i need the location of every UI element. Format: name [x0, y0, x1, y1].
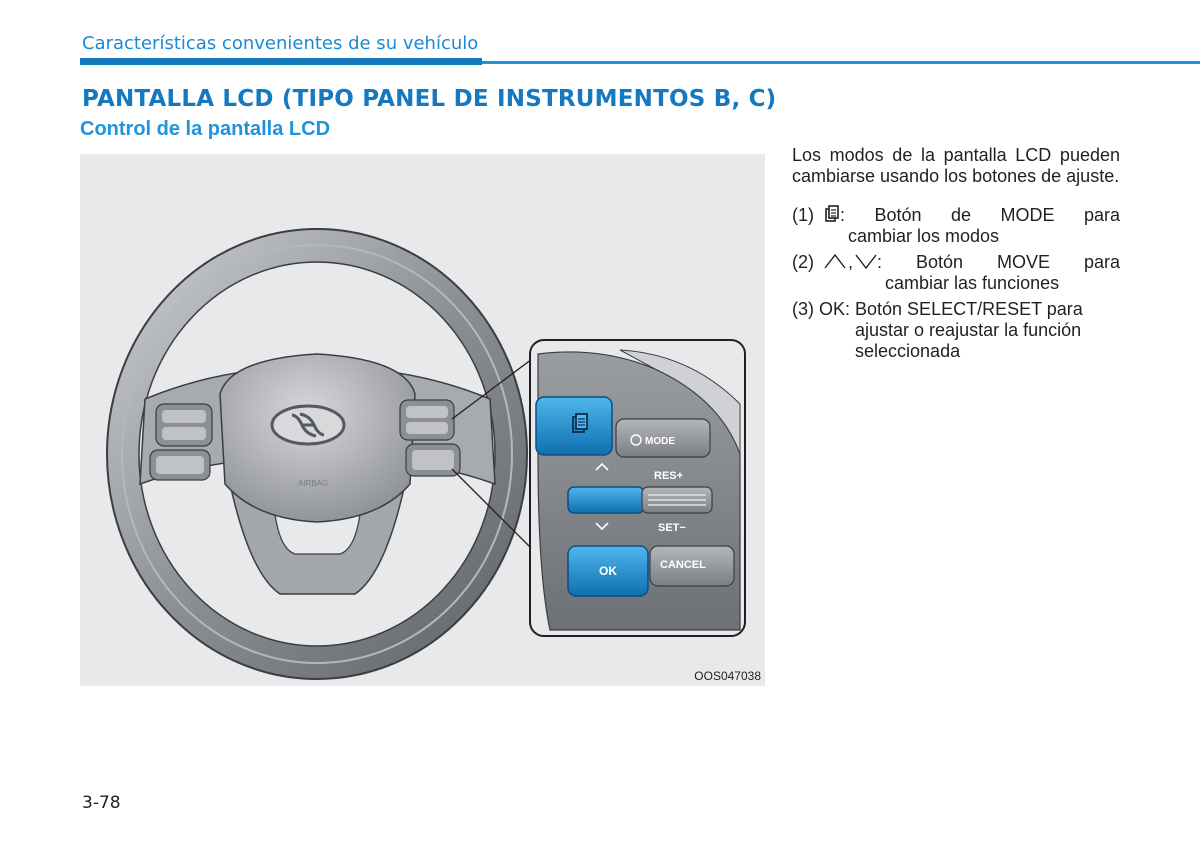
- item-line: ajustar o reajustar la función: [855, 320, 1082, 340]
- zoomed-control-inset: [530, 340, 745, 636]
- steering-wheel-illustration: [80, 154, 765, 686]
- brand-logo-icon: [272, 406, 344, 444]
- page-title: PANTALLA LCD (TIPO PANEL DE INSTRUMENTOS B, C): [82, 86, 777, 112]
- res-label: RES+: [654, 470, 684, 482]
- cancel-label: CANCEL: [660, 559, 706, 571]
- item-number: (2): [792, 252, 814, 272]
- item-line: : Botón de MODE para: [840, 205, 1120, 225]
- item-line: cambiar los modos: [848, 226, 1000, 246]
- list-item-mode: [792, 205, 1120, 247]
- section-header: Características convenientes de su vehículo: [82, 33, 479, 54]
- list-item-move: [792, 252, 1120, 294]
- left-switch-cluster: [150, 404, 212, 480]
- mode-icon: [824, 205, 840, 247]
- right-switch-cluster: [400, 400, 460, 476]
- item-line: Botón SELECT/RESET para: [855, 299, 1083, 319]
- mode-button-highlight: [536, 397, 612, 455]
- up-chevron-icon: [824, 252, 846, 294]
- item-number: (3) OK:: [792, 299, 851, 319]
- page-number: 3-78: [82, 793, 121, 813]
- set-label: SET−: [658, 522, 686, 534]
- item-line: : Botón MOVE para: [877, 252, 1120, 272]
- body-text: [792, 145, 1120, 367]
- intro-paragraph: Los modos de la pantalla LCD pueden cambiarse usando los botones de ajuste.: [792, 145, 1120, 186]
- item-number: (1): [792, 205, 814, 225]
- ok-label: OK: [599, 564, 617, 578]
- item-line: cambiar las funciones: [885, 273, 1060, 293]
- svg-text:AIRBAG: AIRBAG: [298, 479, 329, 488]
- list-item-ok: [792, 299, 1120, 362]
- mode-label: MODE: [645, 436, 675, 447]
- section-subtitle: Control de la pantalla LCD: [80, 118, 331, 140]
- item-line: seleccionada: [855, 341, 961, 361]
- figure-code: OOS047038: [694, 669, 761, 683]
- move-button-highlight: [568, 487, 644, 513]
- steering-wheel-figure: [80, 154, 765, 686]
- icon-separator: ,: [848, 252, 854, 272]
- header-rule-accent: [80, 58, 482, 65]
- down-chevron-icon: [855, 252, 877, 294]
